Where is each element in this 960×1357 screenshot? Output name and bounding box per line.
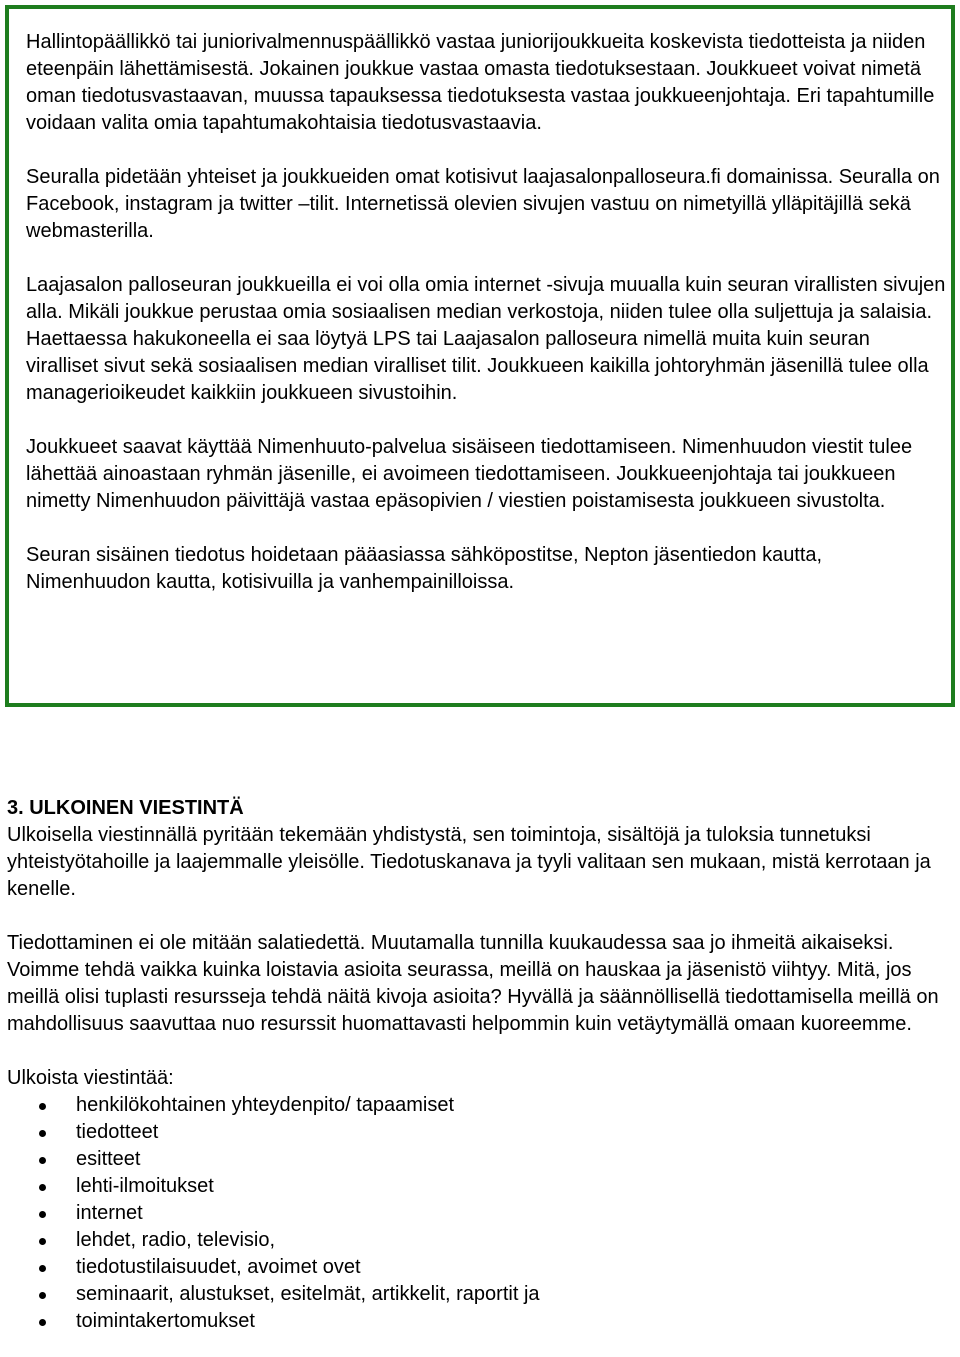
bullet-icon xyxy=(39,1319,46,1326)
box-paragraph-responsibility: Hallintopäällikkö tai juniorivalmennuspäällikkö vastaa juniorijoukkueita koskevista tiedotteista ja niiden eteenpäin lähettämisestä. Jokainen joukkue vastaa omasta tiedotuksestaan. Joukkueet voivat nimetä oman tiedotusvastaavan, muussa tapauksessa tiedotuksesta vastaa joukkueenjohtaja. Eri tapahtumille voidaan valita omia tapahtumakohtaisia tiedotusvastaavia. xyxy=(26,31,935,134)
list-item-text: internet xyxy=(76,1202,143,1224)
bullet-icon xyxy=(39,1157,46,1164)
channel-list xyxy=(7,1092,947,1335)
list-item-text: lehdet, radio, televisio, xyxy=(76,1229,276,1251)
box-paragraph-team-pages: Laajasalon palloseuran joukkueilla ei voi olla omia internet -sivuja muualla kuin seuran virallisten sivujen alla. Mikäli joukkue perustaa omia sosiaalisen median verkostoja, niiden tulee olla suljettuja ja salaisia. Haettaessa hakukoneella ei saa löytyä LPS tai Laajasalon palloseura nimellä muita kuin seuran viralliset sivut sekä sosiaalisen median viralliset tilit. Joukkueen kaikilla johtoryhmän jäsenillä tulee olla managerioikeudet kaikkiin joukkueen sivustoihin. xyxy=(26,274,946,404)
list-item-text: henkilökohtainen yhteydenpito/ tapaamiset xyxy=(76,1094,455,1116)
list-item xyxy=(7,1227,947,1254)
bullet-icon xyxy=(39,1265,46,1272)
bullet-icon xyxy=(39,1292,46,1299)
internal-communication-box xyxy=(5,5,955,707)
bullet-icon xyxy=(39,1130,46,1137)
list-item-text: esitteet xyxy=(76,1148,141,1170)
external-communication-section xyxy=(7,795,947,1335)
list-item-text: tiedotteet xyxy=(76,1121,159,1143)
list-item xyxy=(7,1308,947,1335)
bullet-icon xyxy=(39,1103,46,1110)
list-item xyxy=(7,1119,947,1146)
internal-communication-text xyxy=(26,29,946,623)
section-heading: 3. ULKOINEN VIESTINTÄ xyxy=(7,797,244,819)
bullet-icon xyxy=(39,1238,46,1245)
box-paragraph-nimenhuuto: Joukkueet saavat käyttää Nimenhuuto-palvelua sisäiseen tiedottamiseen. Nimenhuudon viestit tulee lähettää ainoastaan ryhmän jäsenille, ei avoimeen tiedottamiseen. Joukkueenjohtaja tai joukkueen nimetty Nimenhuudon päivittäjä vastaa epäsopivien / viestien poistamisesta joukkueen sivustolta. xyxy=(26,436,913,512)
list-heading: Ulkoista viestintää: xyxy=(7,1067,174,1089)
box-paragraph-websites: Seuralla pidetään yhteiset ja joukkueiden omat kotisivut laajasalonpalloseura.fi domainissa. Seuralla on Facebook, instagram ja twitter –tilit. Internetissä olevien sivujen vastuu on nimetyillä ylläpitäjillä sekä webmasterilla. xyxy=(26,166,940,242)
list-item xyxy=(7,1281,947,1308)
box-paragraph-internal-channels: Seuran sisäinen tiedotus hoidetaan pääasiassa sähköpostitse, Nepton jäsentiedon kautta, Nimenhuudon kautta, kotisivuilla ja vanhempainilloissa. xyxy=(26,544,823,593)
list-item xyxy=(7,1254,947,1281)
list-item-text: tiedotustilaisuudet, avoimet ovet xyxy=(76,1256,361,1278)
list-item xyxy=(7,1092,947,1119)
bullet-icon xyxy=(39,1211,46,1218)
list-item-text: lehti-ilmoitukset xyxy=(76,1175,214,1197)
list-item xyxy=(7,1173,947,1200)
section-paragraph-motivation: Tiedottaminen ei ole mitään salatiedettä. Muutamalla tunnilla kuukaudessa saa jo ihmeitä aikaiseksi. Voimme tehdä vaikka kuinka loistavia asioita seurassa, meillä on hauskaa ja jäsenistö viihtyy. Mitä, jos meillä olisi tuplasti resursseja tehdä näitä kivoja asioita? Hyvällä ja säännöllisellä tiedottamisella meillä on mahdollisuus saavuttaa nuo resurssit huomattavasti helpommin kuin vetäytymällä omaan kuoreemme. xyxy=(7,932,939,1035)
list-item-text: toimintakertomukset xyxy=(76,1310,255,1332)
section-paragraph-intro: Ulkoisella viestinnällä pyritään tekemään yhdistystä, sen toimintoja, sisältöjä ja tuloksia tunnetuksi yhteistyötahoille ja laajemmalle yleisölle. Tiedotuskanava ja tyyli valitaan sen mukaan, mistä kerrotaan ja kenelle. xyxy=(7,824,931,900)
bullet-icon xyxy=(39,1184,46,1191)
list-item xyxy=(7,1200,947,1227)
list-item xyxy=(7,1146,947,1173)
list-item-text: seminaarit, alustukset, esitelmät, artikkelit, raportit ja xyxy=(76,1283,540,1305)
